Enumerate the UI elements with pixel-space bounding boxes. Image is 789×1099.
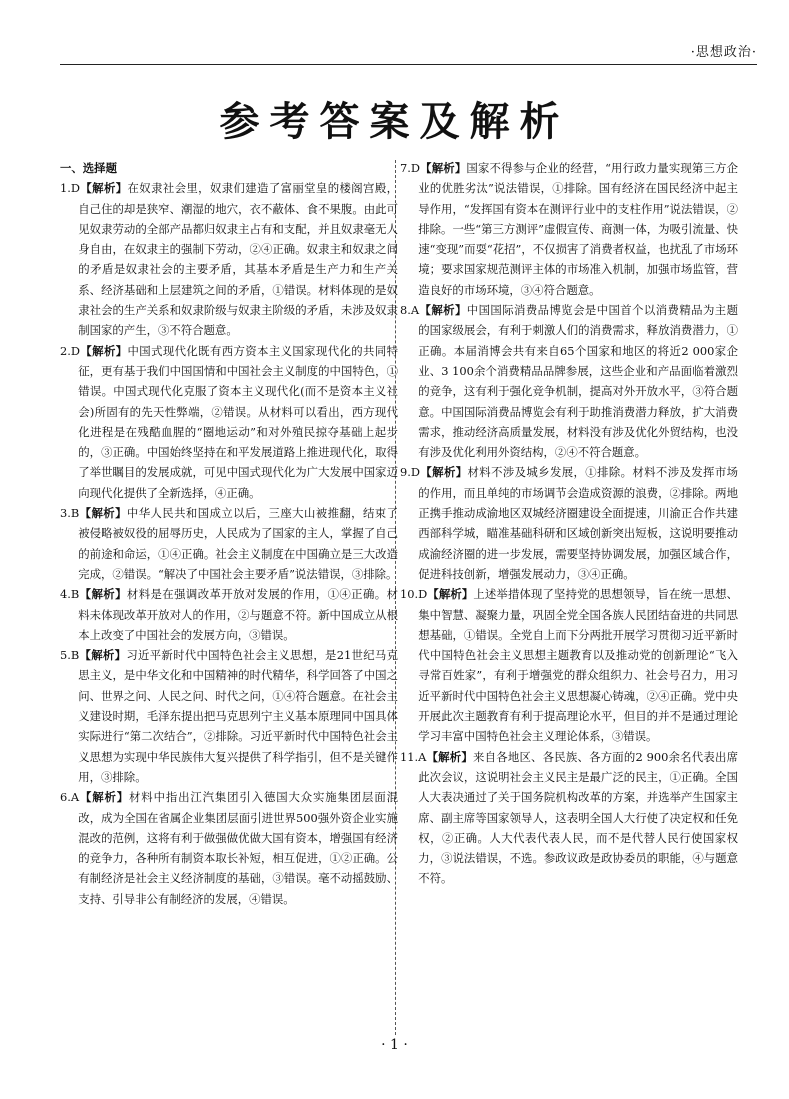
right-column — [400, 158, 738, 889]
answer-number: 5. — [60, 648, 71, 663]
answer-item-5 — [60, 645, 398, 787]
analysis-tag: 【解析】 — [427, 587, 474, 602]
analysis-tag: 【解析】 — [420, 161, 467, 175]
analysis-tag: 【解析】 — [79, 790, 130, 805]
answer-text: 材料中指出江汽集团引入德国大众实施集团层面混改，成为全国在省属企业集团层面引进世界500强外资企业实施混改的范例，这将有利于做强做优做大国有资本，增强国有经济的竞争力，各种所有制资本取长补短，相互促进，①②正确。公有制经济是社会主义经济制度的基础，③错误。毫不动摇鼓励、支持、引导非公有制经济的发展，④错误。 — [78, 790, 398, 906]
answer-number: 10. — [400, 587, 419, 602]
answer-number: 1. — [60, 181, 71, 196]
answer-text: 在奴隶社会里，奴隶们建造了富丽堂皇的楼阁宫殿，自己住的却是狭窄、潮湿的地穴，衣不蔽体、食不果腹。由此可见奴隶劳动的全部产品都归奴隶主占有和支配，并且奴隶毫无人身自由，在奴隶主的强制下劳动，②④正确。奴隶主和奴隶之间的矛盾是奴隶社会的主要矛盾，其基本矛盾是生产力和生产关系、经济基础和上层建筑之间的矛盾，①错误。材料体现的是奴隶社会的生产关系和奴隶阶级与奴隶主阶级的矛盾，未涉及奴隶制国家的产生，③不符合题意。 — [78, 181, 398, 338]
answer-text: 习近平新时代中国特色社会主义思想，是21世纪马克思主义，是中华文化和中国精神的时代精华，科学回答了中国之问、世界之问、人民之问、时代之问，①④符合题意。在社会主义建设时期，毛泽东提出把马克思列宁主义基本原理同中国具体实际进行“第二次结合”，②排除。习近平新时代中国特色社会主义思想为实现中华民族伟大复兴提供了科学指引，但不是关键作用，③排除。 — [78, 648, 398, 784]
answer-choice: B — [70, 587, 80, 602]
page-number: · 1 · — [381, 1037, 408, 1053]
answer-choice: D — [70, 343, 81, 358]
header-rule — [60, 64, 757, 65]
answer-text: 材料不涉及城乡发展，①排除。材料不涉及发挥市场的作用，而且单纯的市场调节会造成资源的浪费，②排除。两地正携手推动成渝地区双城经济圈建设全面提速，川渝正合作共建西部科学城，瞄准基础科研和区域创新突出短板，这说明要推动成渝经济圈的进一步发展，需要坚持协调发展，加强区域合作，促进科技创新，增强发展动力，③④正确。 — [418, 465, 738, 581]
answer-choice: B — [70, 648, 80, 663]
answer-text: 来自各地区、各民族、各方面的2 900余名代表出席此次会议，这说明社会主义民主是最广泛的民主，①正确。全国人大表决通过了关于国务院机构改革的方案，并选举产生国家主席、副主席等国家领导人，这表明全国人大行使了决定权和任免权，②正确。人大代表代表人民，而不是代替人民行使国家权力，③说法错误，不选。参政议政是政协委员的职能，④与题意不符。 — [418, 749, 738, 886]
answer-item-3 — [60, 503, 398, 584]
analysis-tag: 【解析】 — [426, 749, 474, 764]
answer-number: 7. — [400, 161, 411, 175]
analysis-tag: 【解析】 — [79, 506, 127, 521]
analysis-tag: 【解析】 — [79, 648, 127, 663]
answer-number: 9. — [400, 465, 411, 480]
answer-choice: D — [410, 465, 421, 480]
answer-item-2 — [60, 341, 398, 503]
answer-choice: D — [418, 587, 428, 602]
answer-item-9 — [400, 462, 738, 584]
subject-header: ·思想政治· — [690, 45, 757, 60]
answer-choice: D — [70, 181, 81, 196]
analysis-tag: 【解析】 — [80, 181, 128, 196]
answer-choice: B — [70, 506, 80, 521]
left-column — [60, 158, 398, 909]
analysis-tag: 【解析】 — [420, 465, 468, 480]
answer-item-1 — [60, 178, 398, 340]
answer-item-10 — [400, 584, 738, 746]
answer-number: 4. — [60, 587, 71, 602]
answer-choice: A — [418, 749, 427, 764]
answer-item-4 — [60, 584, 398, 645]
answer-choice: A — [410, 303, 420, 318]
analysis-tag: 【解析】 — [79, 587, 127, 602]
answer-text: 上述举措体现了坚持党的思想领导，旨在统一思想、集中智慧、凝聚力量，巩固全党全国各族人民团结奋进的共同思想基础，①错误。全党自上而下分两批开展学习贯彻习近平新时代中国特色社会主义思想主题教育以及推动党的创新理论“飞入寻常百姓家”，有利于增强党的群众组织力、社会号召力，用习近平新时代中国特色社会主义思想凝心铸魂，②④正确。党中央开展此次主题教育有利于提高理论水平，但目的并不是通过理论学习丰富中国特色社会主义理论体系，③错误。 — [418, 587, 738, 744]
answer-item-8 — [400, 300, 738, 462]
answer-number: 6. — [60, 790, 71, 805]
answer-item-6 — [60, 787, 398, 909]
page-title: 参考答案及解析 — [219, 99, 570, 145]
answer-text: 中国式现代化既有西方资本主义国家现代化的共同特征，更有基于我们中国国情和中国社会主义制度的中国特色，①错误。中国式现代化克服了资本主义现代化(而不是资本主义社会)所固有的先天性弊端，②错误。从材料可以看出，西方现代化进程是在残酷血腥的“圈地运动”和对外殖民掠夺基础上起步的，③正确。中国始终坚持在和平发展道路上推进现代化，取得了举世瞩目的发展成就，可见中国式现代化为广大发展中国家迈向现代化提供了全新选择，④正确。 — [78, 343, 398, 500]
analysis-tag: 【解析】 — [80, 343, 128, 358]
answer-item-7 — [400, 158, 738, 300]
answer-text: 中国国际消费品博览会是中国首个以消费精品为主题的国家级展会，有利于刺激人们的消费需求，释放消费潜力，①正确。本届消博会共有来自65个国家和地区的将近2 000家企业、3 100余个消费精品品牌参展，这些企业和产品面临着激烈的竞争，这有利于强化竞争机制，提高对外开放水平，③符合题意。中国国际消费品博览会有利于助推消费潜力释放，扩大消费需求，推动经济高质量发展，材料没有涉及优化外贸结构，也没有涉及优化利用外资结构，②④不符合题意。 — [418, 303, 738, 460]
answer-number: 3. — [60, 506, 71, 521]
answer-item-11 — [400, 747, 738, 889]
answer-number: 8. — [400, 303, 411, 318]
answer-choice: D — [410, 161, 421, 175]
analysis-tag: 【解析】 — [419, 303, 467, 318]
answer-number: 11. — [400, 749, 419, 764]
answer-text: 国家不得参与企业的经营，“用行政力量实现第三方企业的优胜劣汰”说法错误，①排除。国有经济在国民经济中起主导作用，“发挥国有资本在测评行业中的支柱作用”说法错误，②排除。一些“第三方测评”虚假宣传、商测一体，为吸引流量、快速“变现”而耍“花招”，不仅损害了消费者权益，也扰乱了市场环境；要求国家规范测评主体的市场准入机制，加强市场监管，营造良好的市场环境，③④符合题意。 — [418, 161, 738, 297]
section-title: 一、选择题 — [60, 161, 117, 175]
answer-text: 中华人民共和国成立以后，三座大山被推翻，结束了被侵略被奴役的屈辱历史，人民成为了国家的主人，掌握了自己的前途和命运，①④正确。社会主义制度在中国确立是三大改造完成，②错误。“解决了中国社会主要矛盾”说法错误，③排除。 — [78, 506, 398, 581]
answer-text: 材料是在强调改革开放对发展的作用，①④正确。材料未体现改革开放对人的作用，②与题意不符。新中国成立从根本上改变了中国社会的发展方向，③错误。 — [78, 587, 398, 642]
answer-choice: A — [70, 790, 80, 805]
answer-number: 2. — [60, 343, 71, 358]
